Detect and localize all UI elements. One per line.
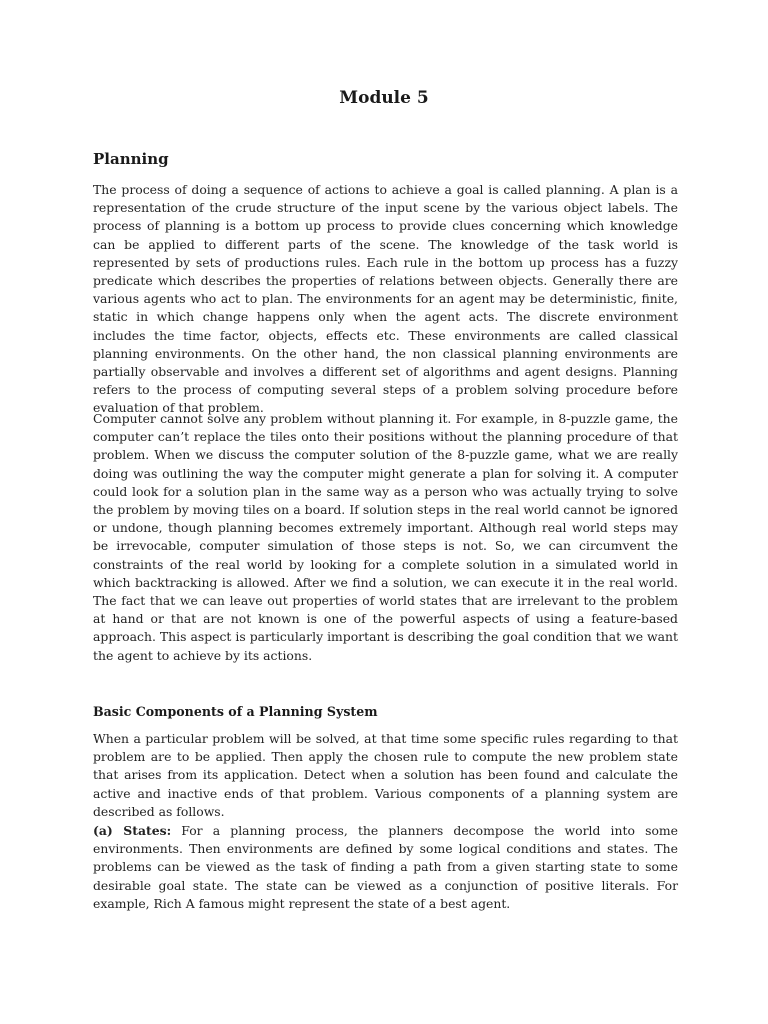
- states-text: For a planning process, the planners decompose the world into some environments. Then environments are defined by some logical conditions and states. The problems can be viewed as the task of finding a path from a given starting state to some desirable goal state. The state can be viewed as a conjunction of positive literals. For example, Rich A famous might represent the state of a best agent.: [93, 823, 678, 911]
- sub-heading-basic-components: Basic Components of a Planning System: [93, 704, 378, 719]
- paragraph-states: [93, 822, 678, 913]
- section-heading-planning: Planning: [93, 150, 169, 168]
- states-label: (a) States:: [93, 823, 172, 838]
- paragraph-planning-definition: The process of doing a sequence of actions to achieve a goal is called planning. A plan is a representation of the crude structure of the input scene by the various object labels. The process of planning is a bottom up process to provide clues concerning which knowledge can be applied to different parts of the scene. The knowledge of the task world is represented by sets of productions rules. Each rule in the bottom up process has a fuzzy predicate which describes the properties of relations between objects. Generally there are various agents who act to plan. The environments for an agent may be deterministic, finite, static in which change happens only when the agent acts. The discrete environment includes the time factor, objects, effects etc. These environments are called classical planning environments. On the other hand, the non classical planning environments are partially observable and involves a different set of algorithms and agent designs. Planning refers to the process of computing several steps of a problem solving procedure before evaluation of that problem.: [93, 182, 678, 416]
- module-title: Module 5: [339, 88, 429, 108]
- paragraph-basic-components: When a particular problem will be solved, at that time some specific rules regarding to that problem are to be applied. Then apply the chosen rule to compute the new problem state that arises from its application. Detect when a solution has been found and calculate the active and inactive ends of that problem. Various components of a planning system are described as follows.: [93, 731, 678, 819]
- paragraph-computer-planning: Computer cannot solve any problem without planning it. For example, in 8-puzzle game, the computer can’t replace the tiles onto their positions without the planning procedure of that problem. When we discuss the computer solution of the 8-puzzle game, what we are really doing was outlining the way the computer might generate a plan for solving it. A computer could look for a solution plan in the same way as a person who was actually trying to solve the problem by moving tiles on a board. If solution steps in the real world cannot be ignored or undone, though planning becomes extremely important. Although real world steps may be irrevocable, computer simulation of those steps is not. So, we can circumvent the constraints of the real world by looking for a complete solution in a simulated world in which backtracking is allowed. After we find a solution, we can execute it in the real world. The fact that we can leave out properties of world states that are irrelevant to the problem at hand or that are not known is one of the powerful aspects of using a feature-based approach. This aspect is particularly important is describing the goal condition that we want the agent to achieve by its actions.: [93, 411, 678, 663]
